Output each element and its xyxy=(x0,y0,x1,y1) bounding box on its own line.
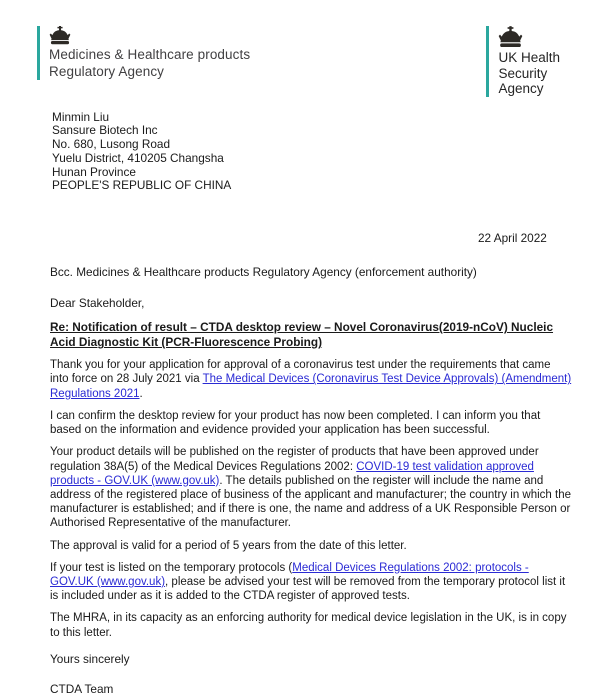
recipient-name: Minmin Liu xyxy=(52,109,110,124)
mhra-name-line1: Medicines & Healthcare products xyxy=(49,47,251,62)
letter-date: 22 April 2022 xyxy=(478,231,547,246)
ukhsa-crown-icon xyxy=(498,26,523,48)
paragraph-text: . The details published on the register will include the name and address of the registered place of business of the applicant and manufacturer; the country in which the manufacturer is established; and if there is one, the name and address of a UK Responsible Person or Authorised Representative of the manufacturer. xyxy=(50,474,572,530)
paragraph-text: Your product details will be published on the register of products that have been approved under regulation 38A(5) of the Medical Devices Regulations 2002: xyxy=(50,446,539,473)
ukhsa-teal-bar xyxy=(486,26,489,97)
ukhsa-logo xyxy=(486,26,560,97)
paragraph-text: If your test is listed on the temporary protocols ( xyxy=(50,561,293,574)
para-thank-you xyxy=(50,358,572,401)
hyperlink[interactable]: COVID-19 test validation approved products - GOV.UK (www.gov.uk) xyxy=(50,460,534,487)
paragraph-text: , please be advised your test will be removed from the temporary protocol list it is included under as it is added to the CTDA register of approved tests. xyxy=(50,575,566,603)
mhra-name-line2: Regulatory Agency xyxy=(49,63,165,79)
ukhsa-name-line2: Security xyxy=(498,65,548,81)
recipient-street: No. 680, Lusong Road xyxy=(52,137,171,152)
para-register xyxy=(50,445,572,530)
recipient-address xyxy=(52,111,572,194)
paragraph-text: The MHRA, in its capacity as an enforcing authority for medical device legislation in the UK, is in copy to this letter. xyxy=(50,612,567,639)
signature: CTDA Team xyxy=(50,681,114,696)
recipient-country: PEOPLE'S REPUBLIC OF CHINA xyxy=(52,178,232,193)
ukhsa-name-line3: Agency xyxy=(498,81,544,96)
paragraph-text: The approval is valid for a period of 5 years from the date of this letter. xyxy=(50,539,407,552)
mhra-teal-bar xyxy=(37,26,40,80)
mhra-crown-icon xyxy=(49,26,71,45)
para-protocols xyxy=(50,561,572,604)
recipient-district: Yuelu District, 410205 Changsha xyxy=(52,150,224,165)
paragraph-text: I can confirm the desktop review for your product has now been completed. I can inform you that based on the information and evidence provided your application has been successful. xyxy=(50,409,541,437)
para-validity xyxy=(50,539,572,553)
bcc-line: Bcc. Medicines & Healthcare products Regulatory Agency (enforcement authority) xyxy=(50,265,477,280)
recipient-province: Hunan Province xyxy=(52,164,136,179)
hyperlink[interactable]: Medical Devices Regulations 2002: protocols - GOV.UK (www.gov.uk) xyxy=(50,561,529,588)
paragraph-text: Thank you for your application for approval of a coronavirus test under the requirements that came into force on 28 July 2021 via xyxy=(50,359,551,386)
salutation: Dear Stakeholder, xyxy=(50,296,145,311)
letterhead xyxy=(37,26,572,97)
mhra-logo xyxy=(37,26,250,80)
para-confirmation xyxy=(50,409,572,437)
ukhsa-name-line1: UK Health xyxy=(498,50,560,65)
para-mhra-copy xyxy=(50,611,572,639)
valediction: Yours sincerely xyxy=(50,651,130,666)
hyperlink[interactable]: The Medical Devices (Coronavirus Test Device Approvals) (Amendment) Regulations 2021 xyxy=(50,373,572,400)
recipient-company: Sansure Biotech Inc xyxy=(52,123,158,138)
subject-line: Re: Notification of result – CTDA desktop review – Novel Coronavirus(2019-nCoV) Nucleic Acid Diagnostic Kit (PCR-Fluorescence Probing) xyxy=(50,320,554,350)
paragraph-text: . xyxy=(139,387,143,400)
